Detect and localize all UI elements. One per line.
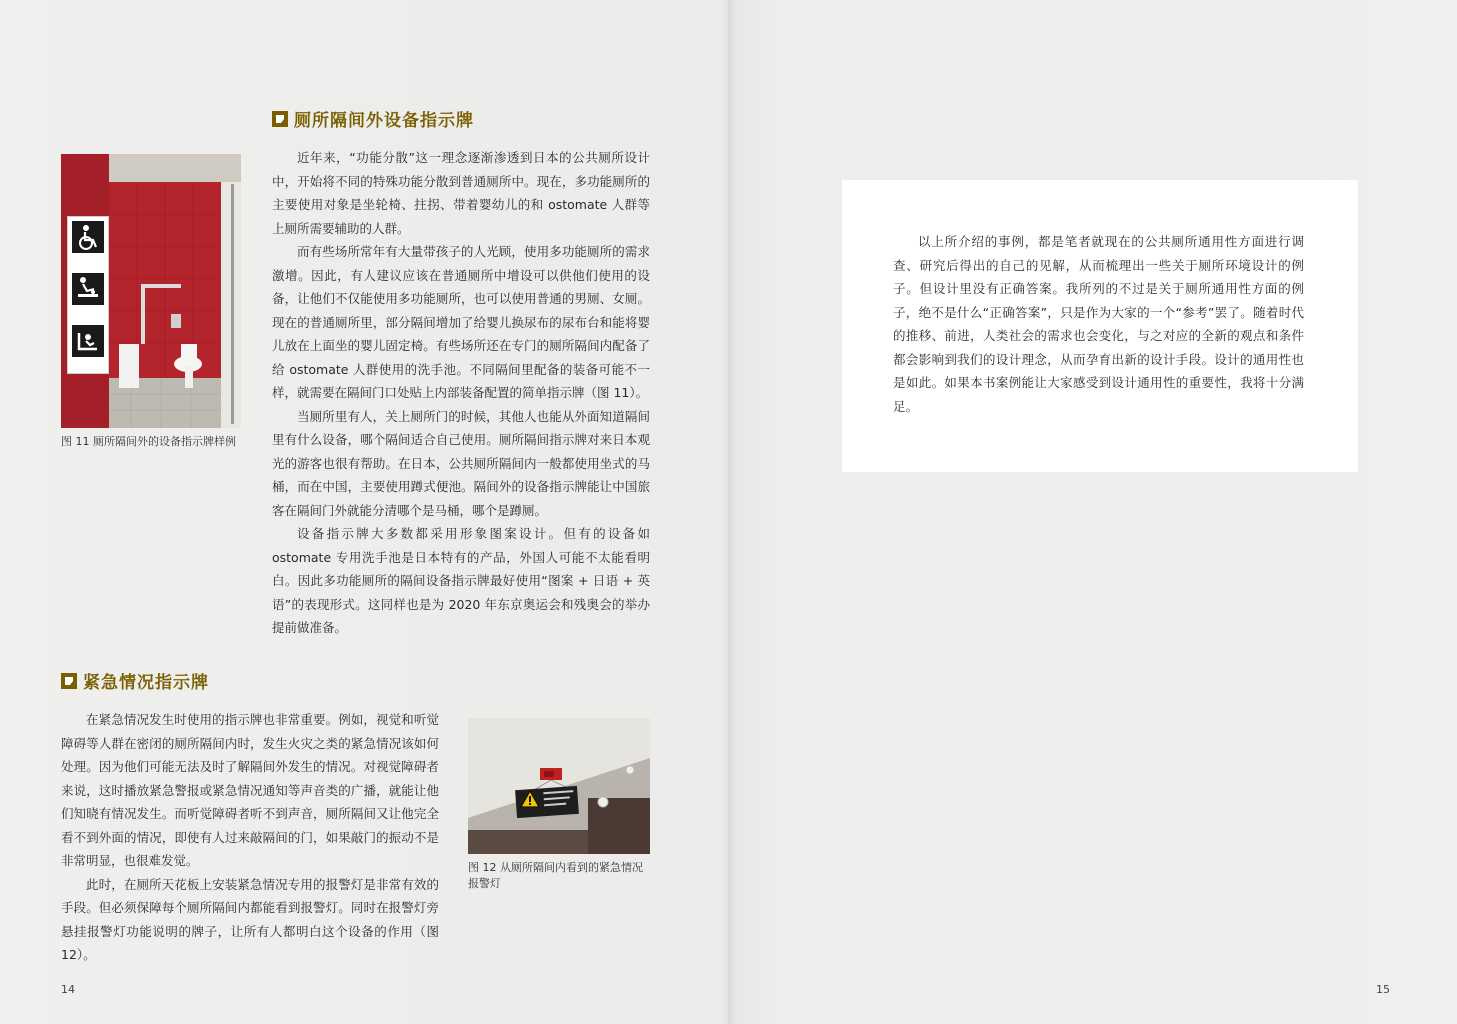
- page-number-right: 15: [1376, 983, 1390, 996]
- paragraph: 此时，在厕所天花板上安装紧急情况专用的报警灯是非常有效的手段。但必须保障每个厕所隔间内都能看到报警灯。同时在报警灯旁悬挂报警灯功能说明的牌子，让所有人都明白这个设备的作用（图 12）。: [61, 876, 439, 962]
- section2-body: [61, 708, 439, 967]
- paragraph: 近年来，“功能分散”这一理念逐渐渗透到日本的公共厕所设计中，开始将不同的特殊功能分散到普通厕所中。现在，多功能厕所的主要使用对象是坐轮椅、拄拐、带着婴幼儿的和 ostomate 人群等上厕所需要辅助的人群。: [272, 150, 650, 236]
- paragraph: 在紧急情况发生时使用的指示牌也非常重要。例如，视觉和听觉障碍等人群在密闭的厕所隔间内时，发生火灾之类的紧急情况该如何处理。因为他们可能无法及时了解隔间外发生的情况。对视觉障碍者来说，这时播放紧急警报或紧急情况通知等声音类的广播，就能让他们知晓有情况发生。而听觉障碍者听不到声音，厕所隔间又让他完全看不到外面的情况，即使有人过来敲隔间的门，如果敲门的振动不是非常明显，也很难发觉。: [61, 712, 439, 868]
- paragraph: 以上所介绍的事例，都是笔者就现在的公共厕所通用性方面进行调查、研究后得出的自己的见解，从而梳理出一些关于厕所环境设计的例子。但设计里没有正确答案。我所列的不过是关于厕所通用性方面的例子，绝不是什么“正确答案”，只是作为大家的一个“参考”罢了。随着时代的推移、前进，人类社会的需求也会变化，与之对应的全新的观点和条件都会影响到我们的设计理念，从而孕育出新的设计手段。设计的通用性也是如此。如果本书案例能让大家感受到设计通用性的重要性，我将十分满足。: [893, 234, 1304, 414]
- right-page: [728, 0, 1457, 1024]
- equipment-sign-plate: [67, 216, 109, 374]
- figure-12-caption: 图 12 从厕所隔间内看到的紧急情况报警灯: [468, 861, 643, 890]
- heading-bullet-icon: [61, 673, 77, 689]
- book-gutter: [722, 0, 736, 1024]
- heading-bullet-icon: [272, 111, 288, 127]
- paragraph: 当厕所里有人，关上厕所门的时候，其他人也能从外面知道隔间里有什么设备，哪个隔间适合自己使用。厕所隔间指示牌对来日本观光的游客也很有帮助。在日本，公共厕所隔间内一般都使用坐式的马桶，而在中国，主要使用蹲式便池。隔间外的设备指示牌能让中国旅客在隔间门外就能分清哪个是马桶，哪个是蹲厕。: [272, 408, 650, 518]
- baby-changing-icon: [72, 273, 104, 305]
- section-title: 紧急情况指示牌: [83, 673, 209, 693]
- wheelchair-icon: [72, 221, 104, 253]
- section1-body: [272, 146, 650, 640]
- page-number-left: 14: [61, 983, 75, 996]
- figure-11-photo: [61, 154, 241, 428]
- warning-triangle-icon: [520, 790, 540, 808]
- paragraph: 而有些场所常年有大量带孩子的人光顾，使用多功能厕所的需求激增。因此，有人建议应该在普通厕所中增设可以供他们使用的设备，让他们不仅能使用多功能厕所，也可以使用普通的男厕、女厕。现在的普通厕所里，部分隔间增加了给婴儿换尿布的尿布台和能将婴儿放在上面坐的婴儿固定椅。有些场所还在专门的厕所隔间内配备了给 ostomate 人群使用的洗手池。不同隔间里配备的装备可能不一样，就需要在隔间门口处贴上内部装备配置的简单指示牌（图 11）。: [272, 244, 650, 400]
- section-heading-emergency-signs: [61, 668, 209, 693]
- conclusion-text: [893, 230, 1304, 418]
- figure-11-caption: 图 11 厕所隔间外的设备指示牌样例: [61, 435, 236, 448]
- paragraph: 设备指示牌大多数都采用形象图案设计。但有的设备如 ostomate 专用洗手池是日本特有的产品，外国人可能不太能看明白。因此多功能厕所的隔间设备指示牌最好使用“图案 + 日语 + 英语”的表现形式。这同样也是为 2020 年东京奥运会和残奥会的举办提前做准备。: [272, 526, 650, 635]
- section-title: 厕所隔间外设备指示牌: [294, 111, 474, 131]
- section-heading-restroom-signs: [272, 106, 474, 131]
- baby-seat-icon: [72, 325, 104, 357]
- figure-12-photo: [468, 718, 650, 854]
